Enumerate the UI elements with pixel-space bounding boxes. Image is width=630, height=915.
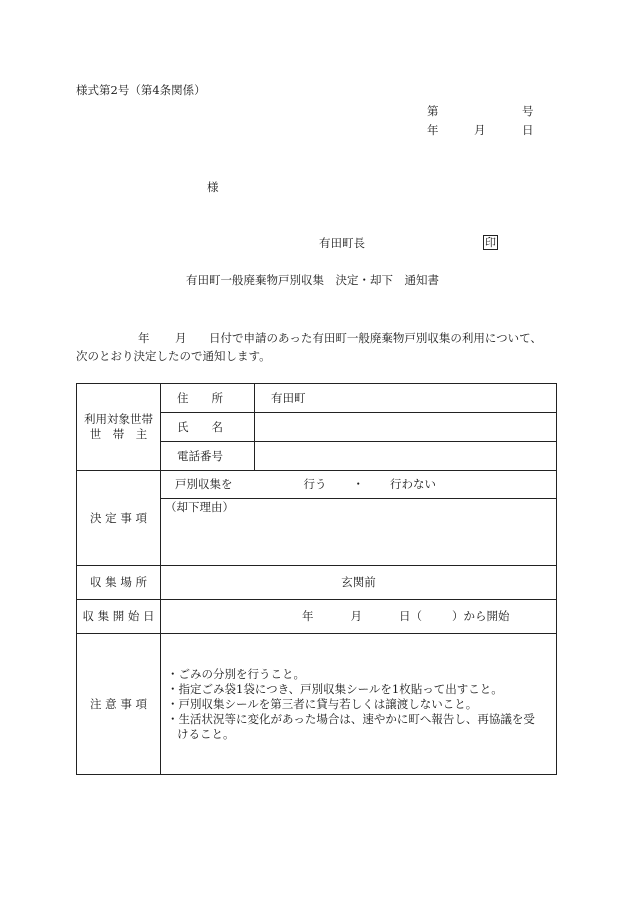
intro-text-line2: 次のとおり決定したので通知します。 — [76, 349, 271, 363]
seal-mark — [483, 235, 498, 250]
document-number-prefix: 第 — [427, 104, 439, 118]
note-item-continuation: けること。 — [177, 726, 235, 741]
decision-separator: ・ — [352, 477, 364, 491]
target-household-label-line1: 利用対象世帯 — [84, 412, 153, 426]
address-label: 住 所 — [161, 384, 255, 413]
rejection-reason: （却下理由） — [161, 499, 557, 566]
intro-month: 月 — [175, 331, 187, 345]
form-number: 様式第2号（第4条関係） — [76, 83, 206, 97]
address-row — [77, 384, 557, 413]
date-year-label: 年 — [427, 123, 439, 137]
start-suffix: ）から開始 — [452, 609, 510, 623]
phone-label: 電話番号 — [161, 442, 255, 471]
decision-label: 決 定 事 項 — [77, 471, 161, 566]
target-household-label-line2: 世 帯 主 — [89, 427, 148, 441]
notes-row — [77, 634, 557, 775]
note-item: ・ごみの分別を行うこと。 — [167, 666, 305, 681]
date-day-label: 日 — [522, 123, 534, 137]
seal-label: 印 — [485, 236, 496, 249]
note-item: ・戸別収集シールを第三者に貸与若しくは譲渡しないこと。 — [167, 696, 478, 711]
notes-list — [161, 634, 557, 775]
decision-choice — [161, 471, 557, 499]
collection-location-row — [77, 566, 557, 600]
target-household-label — [77, 384, 161, 471]
decision-row — [77, 471, 557, 499]
collection-location-value: 玄関前 — [161, 566, 557, 600]
intro-text: 日付で申請のあった有田町一般廃棄物戸別収集の利用について、 — [209, 331, 542, 345]
start-year-label: 年 — [302, 609, 314, 623]
name-label: 氏 名 — [161, 413, 255, 442]
addressee-suffix: 様 — [207, 180, 219, 194]
collection-start-label: 収 集 開 始 日 — [77, 600, 161, 634]
phone-value — [255, 442, 557, 471]
issuer-name: 有田町長 — [319, 236, 365, 250]
start-day-label: 日（ — [399, 609, 422, 623]
document-number-suffix: 号 — [522, 104, 534, 118]
date-month-label: 月 — [474, 123, 486, 137]
note-item: ・生活状況等に変化があった場合は、速やかに町へ報告し、再協議を受 — [167, 711, 535, 726]
document-title: 有田町一般廃棄物戸別収集 決定・却下 通知書 — [186, 273, 439, 287]
notes-label: 注 意 事 項 — [77, 634, 161, 775]
intro-year: 年 — [138, 331, 150, 345]
decision-choice-label: 戸別収集を — [175, 477, 233, 491]
start-month-label: 月 — [350, 609, 362, 623]
name-value — [255, 413, 557, 442]
decision-option-do: 行う — [303, 477, 327, 491]
decision-table — [76, 383, 557, 775]
collection-start-row — [77, 600, 557, 634]
decision-option-dont: 行わない — [390, 477, 436, 491]
note-item: ・指定ごみ袋1袋につき、戸別収集シールを1枚貼って出すこと。 — [167, 681, 503, 696]
collection-location-label: 収 集 場 所 — [77, 566, 161, 600]
collection-start-value — [161, 600, 557, 634]
address-value: 有田町 — [255, 384, 557, 413]
